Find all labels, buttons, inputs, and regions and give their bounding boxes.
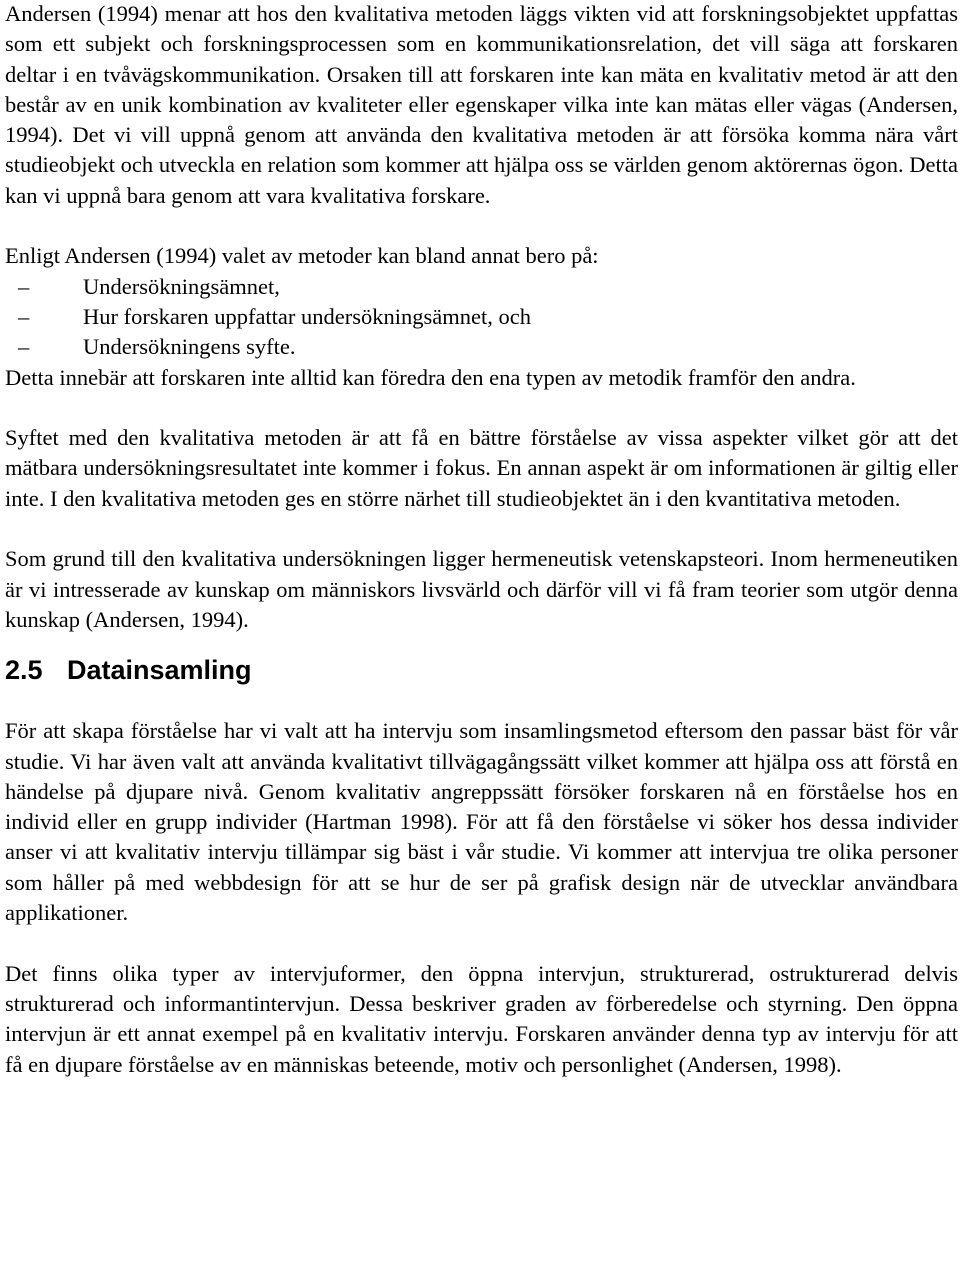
paragraph-hermeneutics: Som grund till den kvalitativa undersökningen ligger hermeneutisk vetenskapsteori. Inom hermeneutiken är vi intresserade av kunskap om människors livsvärld och därför vill vi få fram teorier som utgör denna kunskap (Andersen, 1994). bbox=[5, 546, 958, 632]
document-page bbox=[5, 0, 958, 1080]
paragraph-purpose: Syftet med den kvalitativa metoden är att få en bättre förståelse av vissa aspekter vilket gör att det mätbara undersökningsresultatet inte kommer i fokus. En annan aspekt är om informationen är giltig eller inte. I den kvalitativa metoden ges en större närhet till studieobjektet än i den kvantitativa metoden. bbox=[5, 425, 958, 511]
method-factors-list bbox=[5, 272, 958, 363]
section-heading bbox=[5, 635, 958, 716]
dash-bullet: – bbox=[18, 273, 30, 299]
list-item-text: Undersökningens syfte. bbox=[83, 334, 296, 360]
paragraph-interview-types: Det finns olika typer av intervjuformer, den öppna intervjun, strukturerad, ostrukturerad delvis strukturerad och informantintervjun. Dessa beskriver graden av förberedelse och styrning. Den öppna intervjun är ett annat exempel på en kvalitativ intervju. Forskaren använder denna typ av intervju för att få en djupare förståelse av en människas beteende, motiv och personlighet (Andersen, 1998). bbox=[5, 960, 958, 1077]
list-item bbox=[5, 302, 958, 332]
dash-bullet: – bbox=[18, 303, 30, 329]
section-number: 2.5 bbox=[5, 655, 43, 686]
paragraph-qualitative-method: Andersen (1994) menar att hos den kvalitativa metoden läggs vikten vid att forskningsobjektet uppfattas som ett subjekt och forskningsprocessen som en kommunikationsrelation, det vill säga att forskaren deltar i en tvåvägskommunikation. Orsaken till att forskaren inte kan mäta en kvalitativ metod är att den består av en unik kombination av kvaliteter eller egenskaper vilka inte kan mätas eller vägas (Andersen, 1994). Det vi vill uppnå genom att använda den kvalitativa metoden är att försöka komma nära vårt studieobjekt och utveckla en relation som kommer att hjälpa oss se världen genom aktörernas ögon. Detta kan vi uppnå bara genom att vara kvalitativa forskare. bbox=[5, 1, 958, 208]
dash-bullet: – bbox=[18, 334, 30, 360]
paragraph-method-preference: Detta innebär att forskaren inte alltid kan föredra den ena typen av metodik framför den andra. bbox=[5, 364, 856, 390]
section-title: Datainsamling bbox=[67, 655, 252, 686]
list-item-text: Undersökningsämnet, bbox=[83, 273, 280, 299]
paragraph-data-collection: För att skapa förståelse har vi valt att ha intervju som insamlingsmetod eftersom den passar bäst för vår studie. Vi har även valt att använda kvalitativt tillvägagångssätt vilket kommer att hjälpa oss att förstå en händelse på djupare nivå. Genom kvalitativ angreppssätt försöker forskaren nå en förståelse hos en individ eller en grupp individer (Hartman 1998). För att få den förståelse vi söker hos dessa individer anser vi att kvalitativ intervju tillämpar sig bäst i vår studie. Vi kommer att intervjua tre olika personer som håller på med webbdesign för att se hur de ser på grafisk design när de utvecklar användbara applikationer. bbox=[5, 718, 958, 926]
list-item bbox=[5, 272, 958, 302]
list-item bbox=[5, 332, 958, 362]
list-item-text: Hur forskaren uppfattar undersökningsämnet, och bbox=[83, 303, 531, 329]
paragraph-method-choice-intro: Enligt Andersen (1994) valet av metoder kan bland annat bero på: bbox=[5, 243, 599, 269]
